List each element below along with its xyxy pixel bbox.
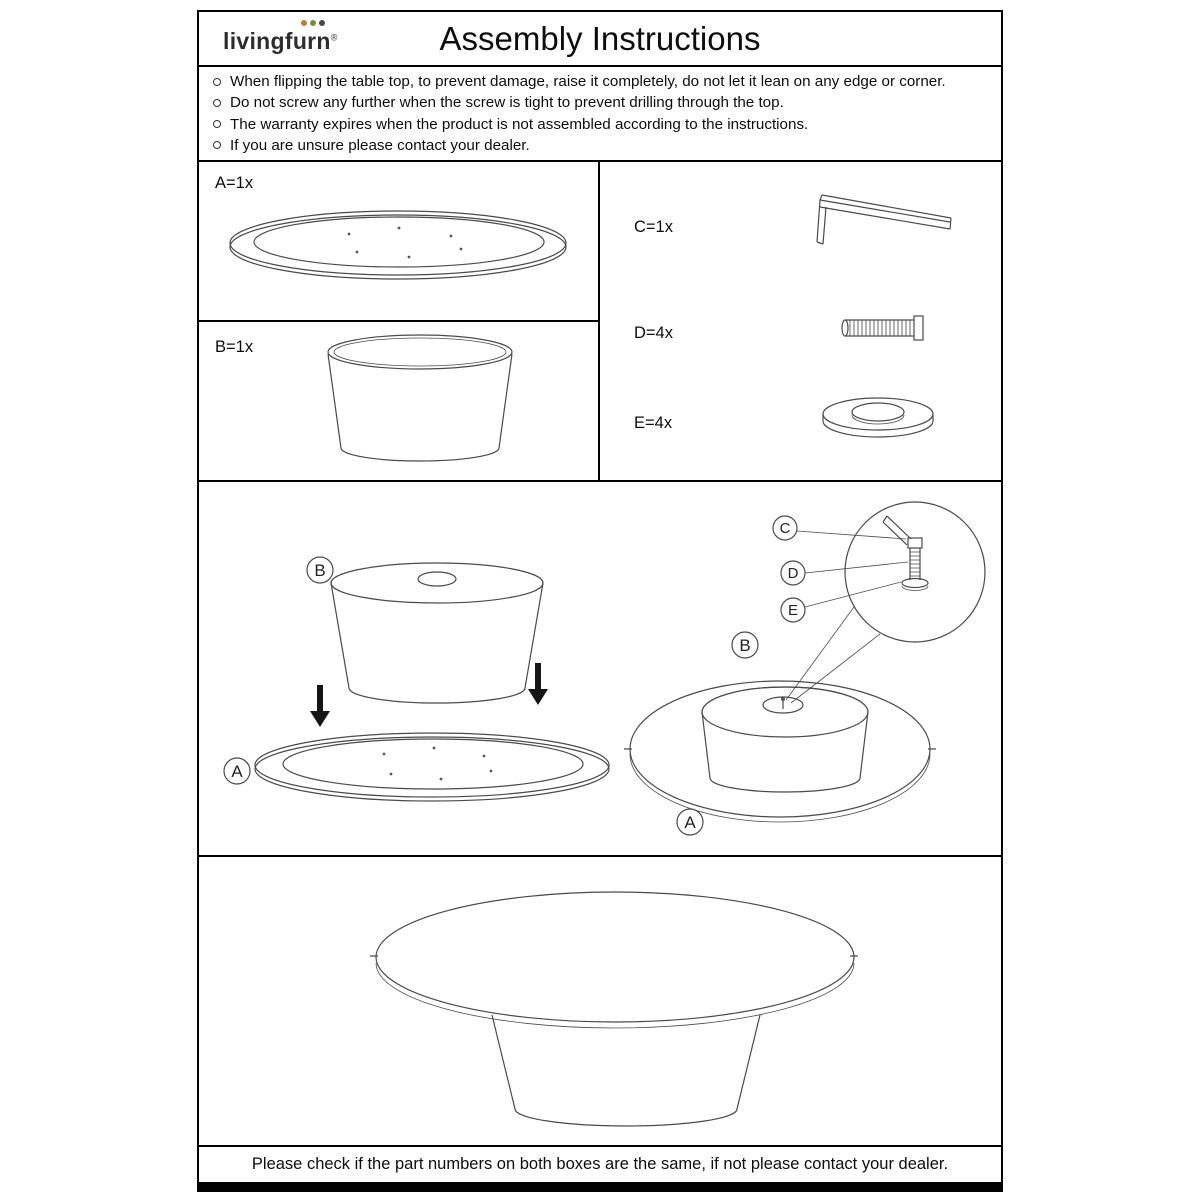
warning-text: Do not screw any further when the screw is tight to prevent drilling through the top. xyxy=(230,94,784,112)
callout-letter: B xyxy=(739,636,751,655)
footer-note xyxy=(199,1147,1001,1182)
callout-letter: B xyxy=(314,561,326,580)
assembly-tabletop-a-drawing xyxy=(255,733,609,801)
fastener-detail-zoom xyxy=(845,502,985,642)
finished-table-drawing xyxy=(199,857,999,1143)
assembled-base-b-drawing xyxy=(702,687,868,792)
header xyxy=(199,12,1001,67)
callout-label-a-right xyxy=(677,809,703,835)
part-c-label: C=1x xyxy=(634,218,673,236)
callout-letter: E xyxy=(787,602,799,619)
part-e-washer-drawing xyxy=(823,398,933,437)
parts-cde-drawings xyxy=(600,162,999,478)
callout-label-b xyxy=(307,557,333,583)
callout-letter: A xyxy=(684,813,696,832)
bullet-icon xyxy=(213,141,221,149)
parts-section xyxy=(199,162,1001,482)
callout-letter: C xyxy=(779,520,791,537)
table-top xyxy=(376,892,854,1022)
registered-mark: ® xyxy=(330,32,338,43)
part-b-cell xyxy=(199,322,598,480)
document-frame xyxy=(197,10,1003,1192)
parts-right-column xyxy=(600,162,1001,480)
table-pedestal xyxy=(492,1015,760,1126)
warning-text: The warranty expires when the product is not assembled according to the instructions. xyxy=(230,115,809,133)
part-d-screw-drawing xyxy=(842,316,923,340)
warning-item xyxy=(211,116,993,133)
warning-item xyxy=(211,137,993,154)
bullet-icon xyxy=(213,99,221,107)
callout-letter: A xyxy=(231,762,243,781)
callout-label-d xyxy=(781,561,805,585)
assembly-diagram-section xyxy=(199,482,1001,857)
down-arrow-icon xyxy=(310,685,330,727)
bullet-icon xyxy=(213,120,221,128)
warning-item xyxy=(211,73,993,90)
parts-left-column xyxy=(199,162,600,480)
footer-note-text: Please check if the part numbers on both boxes are the same, if not please contact your dealer. xyxy=(251,1155,949,1173)
brand-logo-text: livingfurn xyxy=(223,28,331,54)
part-a-cell xyxy=(199,162,598,322)
assembly-diagram xyxy=(199,482,999,853)
part-c-hexkey-drawing xyxy=(817,195,951,244)
page-title: Assembly Instructions xyxy=(439,20,761,57)
callout-label-b-right xyxy=(732,632,758,658)
callout-label-e xyxy=(781,598,805,622)
assembly-base-b-drawing xyxy=(331,563,543,703)
warnings-section xyxy=(199,67,1001,162)
callout-label-c xyxy=(773,516,797,540)
part-e-label: E=4x xyxy=(634,414,673,432)
finished-table-section xyxy=(199,857,1001,1147)
down-arrow-icon xyxy=(528,663,548,705)
part-a-tabletop-drawing xyxy=(199,162,598,318)
callout-label-a xyxy=(224,758,250,784)
bullet-icon xyxy=(213,78,221,86)
part-b-label: B=1x xyxy=(215,338,254,356)
part-d-label: D=4x xyxy=(634,324,673,342)
warning-item xyxy=(211,94,993,111)
callout-letter: D xyxy=(787,565,799,582)
warning-text: When flipping the table top, to prevent damage, raise it completely, do not let it lean on any edge or corner. xyxy=(230,73,946,91)
warning-text: If you are unsure please contact your dealer. xyxy=(230,136,530,154)
part-a-label: A=1x xyxy=(215,174,254,192)
part-b-base-drawing xyxy=(199,322,598,478)
